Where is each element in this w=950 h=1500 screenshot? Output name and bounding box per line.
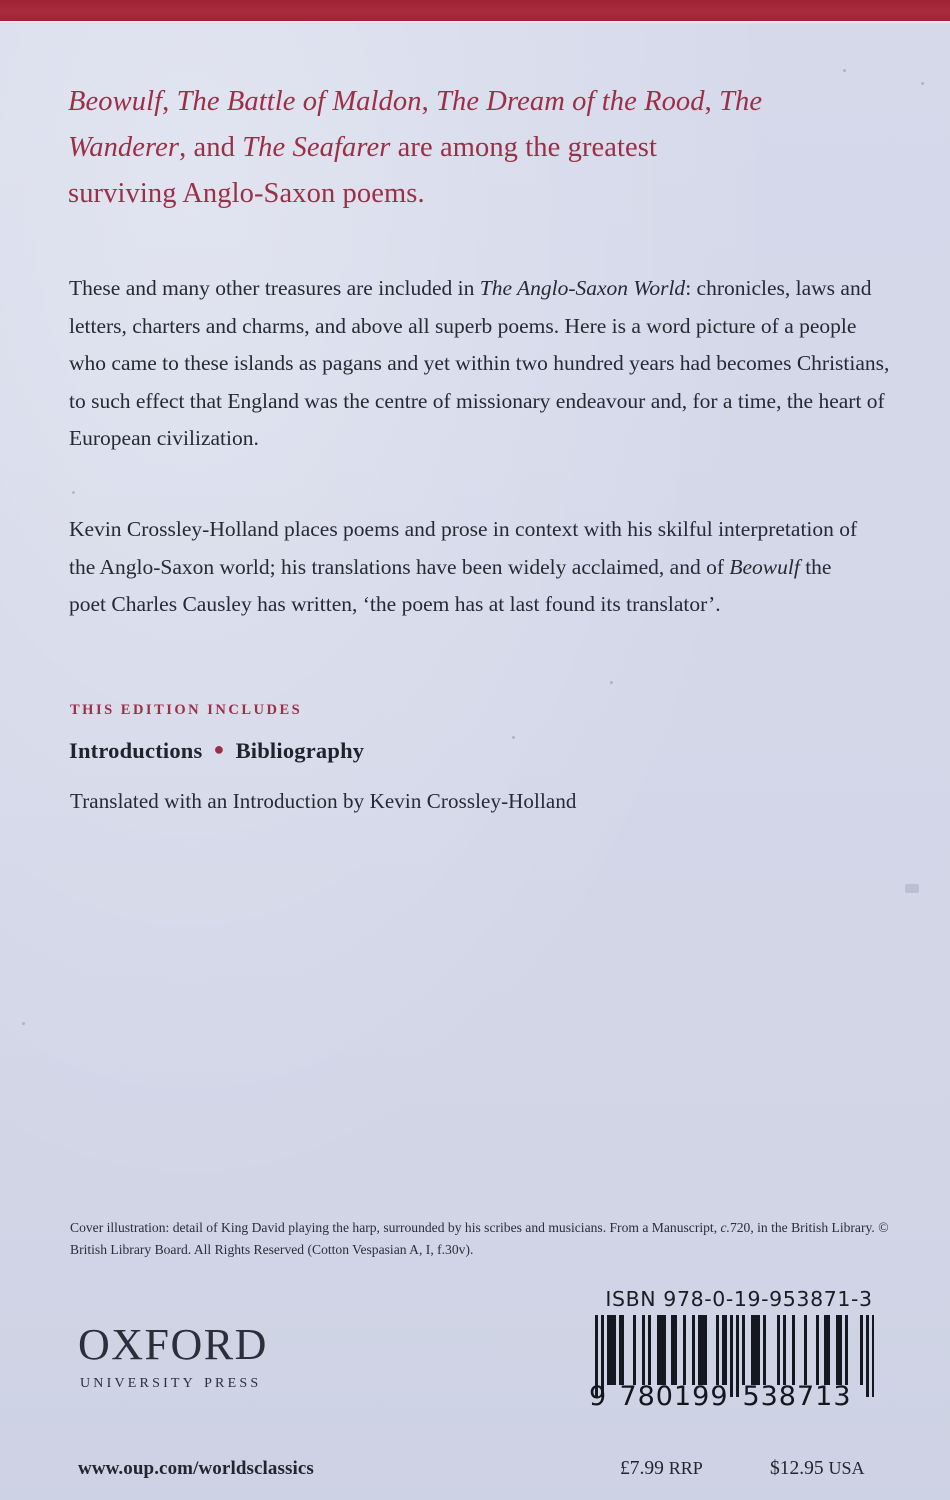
price-gbp-suffix: RRP bbox=[668, 1458, 703, 1478]
translator-credit: Translated with an Introduction by Kevin Crossley-Holland bbox=[70, 789, 577, 813]
headline bbox=[68, 79, 768, 217]
credit-line-1: Cover illustration: detail of King David playing the harp, surrounded by his scribes and musicians. From a bbox=[70, 1220, 649, 1235]
blurb-p2-part-b: the poet Charles Causley has written, ‘the poem has at last found its translator’. bbox=[69, 554, 832, 616]
barcode-bar bbox=[642, 1315, 645, 1385]
ean-left-group: 780199 bbox=[619, 1381, 729, 1412]
price-usd-amount: $12.95 bbox=[770, 1458, 829, 1479]
barcode-bar bbox=[657, 1315, 666, 1385]
top-red-band bbox=[0, 0, 950, 21]
barcode-bar bbox=[845, 1315, 848, 1385]
oxford-university-press-logo bbox=[78, 1321, 268, 1395]
blurb-p2-part-a: Kevin Crossley-Holland places poems and prose in context with his skilful interpretation of the Anglo-Saxon world; his translations have been widely acclaimed, and of bbox=[69, 517, 858, 579]
barcode-bar bbox=[836, 1315, 842, 1385]
barcode-bar bbox=[716, 1315, 719, 1385]
oup-website-url[interactable]: www.oup.com/worldsclassics bbox=[78, 1458, 314, 1479]
credit-line-2-b: 720, in the British Library. © British Library Board. All Rights Reserved (Cotton Vespasian A, I, f.30v). bbox=[70, 1220, 889, 1257]
paper-speckle bbox=[905, 884, 919, 893]
barcode-bar bbox=[860, 1315, 863, 1385]
barcode-bar bbox=[742, 1315, 745, 1385]
credit-line-2-a: Manuscript, bbox=[651, 1220, 721, 1235]
price-gbp bbox=[620, 1458, 703, 1480]
barcode-bar bbox=[607, 1315, 616, 1385]
bullet-separator-icon: ● bbox=[213, 739, 225, 759]
barcode-bar bbox=[751, 1315, 760, 1385]
headline-title-beowulf: Beowulf bbox=[68, 86, 163, 117]
paper-speckle bbox=[921, 82, 924, 85]
paper-speckle bbox=[512, 736, 515, 739]
barcode-bar bbox=[671, 1315, 677, 1385]
headline-title-rood-a: The Dream of the bbox=[436, 86, 637, 117]
paper-speckle bbox=[72, 491, 75, 494]
blurb-paragraph-1 bbox=[69, 270, 897, 458]
barcode-bar bbox=[777, 1315, 780, 1385]
price-usd bbox=[770, 1458, 865, 1480]
barcode-bar bbox=[824, 1315, 830, 1385]
barcode-bar bbox=[683, 1315, 686, 1385]
barcode-bar bbox=[804, 1315, 807, 1385]
blurb-p1-part-b: : chronicles, laws and letters, charters and charms, and above all superb poems. Here is a word picture of a people who came to these islands as pagans and yet within two hundred years had becomes Christians, to such effect that England was the centre of missionary endeavour and, for a time, the heart of European civilization. bbox=[69, 276, 890, 450]
headline-sep: , bbox=[421, 86, 437, 117]
paper-speckle bbox=[843, 69, 846, 72]
edition-item-introductions: Introductions bbox=[69, 738, 203, 763]
publisher-name: OXFORD bbox=[78, 1320, 268, 1369]
edition-includes-items bbox=[69, 738, 364, 764]
headline-line3: the greatest surviving Anglo-Saxon poems. bbox=[68, 132, 658, 209]
paper-speckle bbox=[22, 1022, 25, 1025]
barcode-bar bbox=[648, 1315, 651, 1385]
publisher-subtitle: university press bbox=[80, 1371, 262, 1392]
headline-title-seafarer: The Seafarer bbox=[242, 132, 391, 163]
cover-illustration-credit bbox=[70, 1217, 900, 1260]
barcode-bar bbox=[692, 1315, 695, 1385]
edition-item-bibliography: Bibliography bbox=[235, 738, 365, 763]
credit-circa: c. bbox=[720, 1220, 730, 1235]
headline-title-rood-b: Rood bbox=[644, 86, 705, 117]
barcode-bar bbox=[619, 1315, 625, 1385]
blurb-p2-booktitle: Beowulf bbox=[729, 554, 800, 579]
barcode-bar bbox=[816, 1315, 819, 1385]
headline-sep: , bbox=[162, 86, 177, 117]
headline-title-wanderer: The Wanderer bbox=[68, 86, 763, 163]
barcode-bar bbox=[698, 1315, 707, 1385]
barcode-bar bbox=[763, 1315, 766, 1385]
ean-right-group: 538713 bbox=[742, 1381, 852, 1412]
isbn-label: ISBN 978-0-19-953871-3 bbox=[605, 1287, 873, 1311]
price-gbp-amount: £7.99 bbox=[620, 1458, 669, 1479]
headline-sep: , bbox=[704, 86, 720, 117]
ean-digits bbox=[589, 1381, 881, 1412]
barcode-bar bbox=[792, 1315, 795, 1385]
edition-includes-kicker: THIS EDITION INCLUDES bbox=[70, 702, 303, 718]
barcode-bar bbox=[633, 1315, 636, 1385]
barcode-bar bbox=[722, 1315, 728, 1385]
blurb-paragraph-2 bbox=[69, 511, 869, 624]
blurb-p1-booktitle: The Anglo-Saxon World bbox=[479, 276, 686, 300]
paper-speckle bbox=[610, 681, 613, 684]
headline-sep: , and bbox=[179, 132, 243, 163]
headline-tail: are among bbox=[390, 132, 519, 163]
blurb-p1-part-a: These and many other treasures are included in bbox=[69, 276, 480, 300]
price-usd-suffix: USA bbox=[828, 1458, 865, 1478]
barcode-block bbox=[589, 1287, 889, 1415]
back-cover-page bbox=[0, 24, 950, 1500]
barcode-bar bbox=[783, 1315, 786, 1385]
headline-title-maldon: The Battle of Maldon bbox=[176, 86, 422, 117]
ean13-barcode bbox=[589, 1315, 881, 1415]
ean-lead-digit: 9 bbox=[589, 1381, 608, 1412]
